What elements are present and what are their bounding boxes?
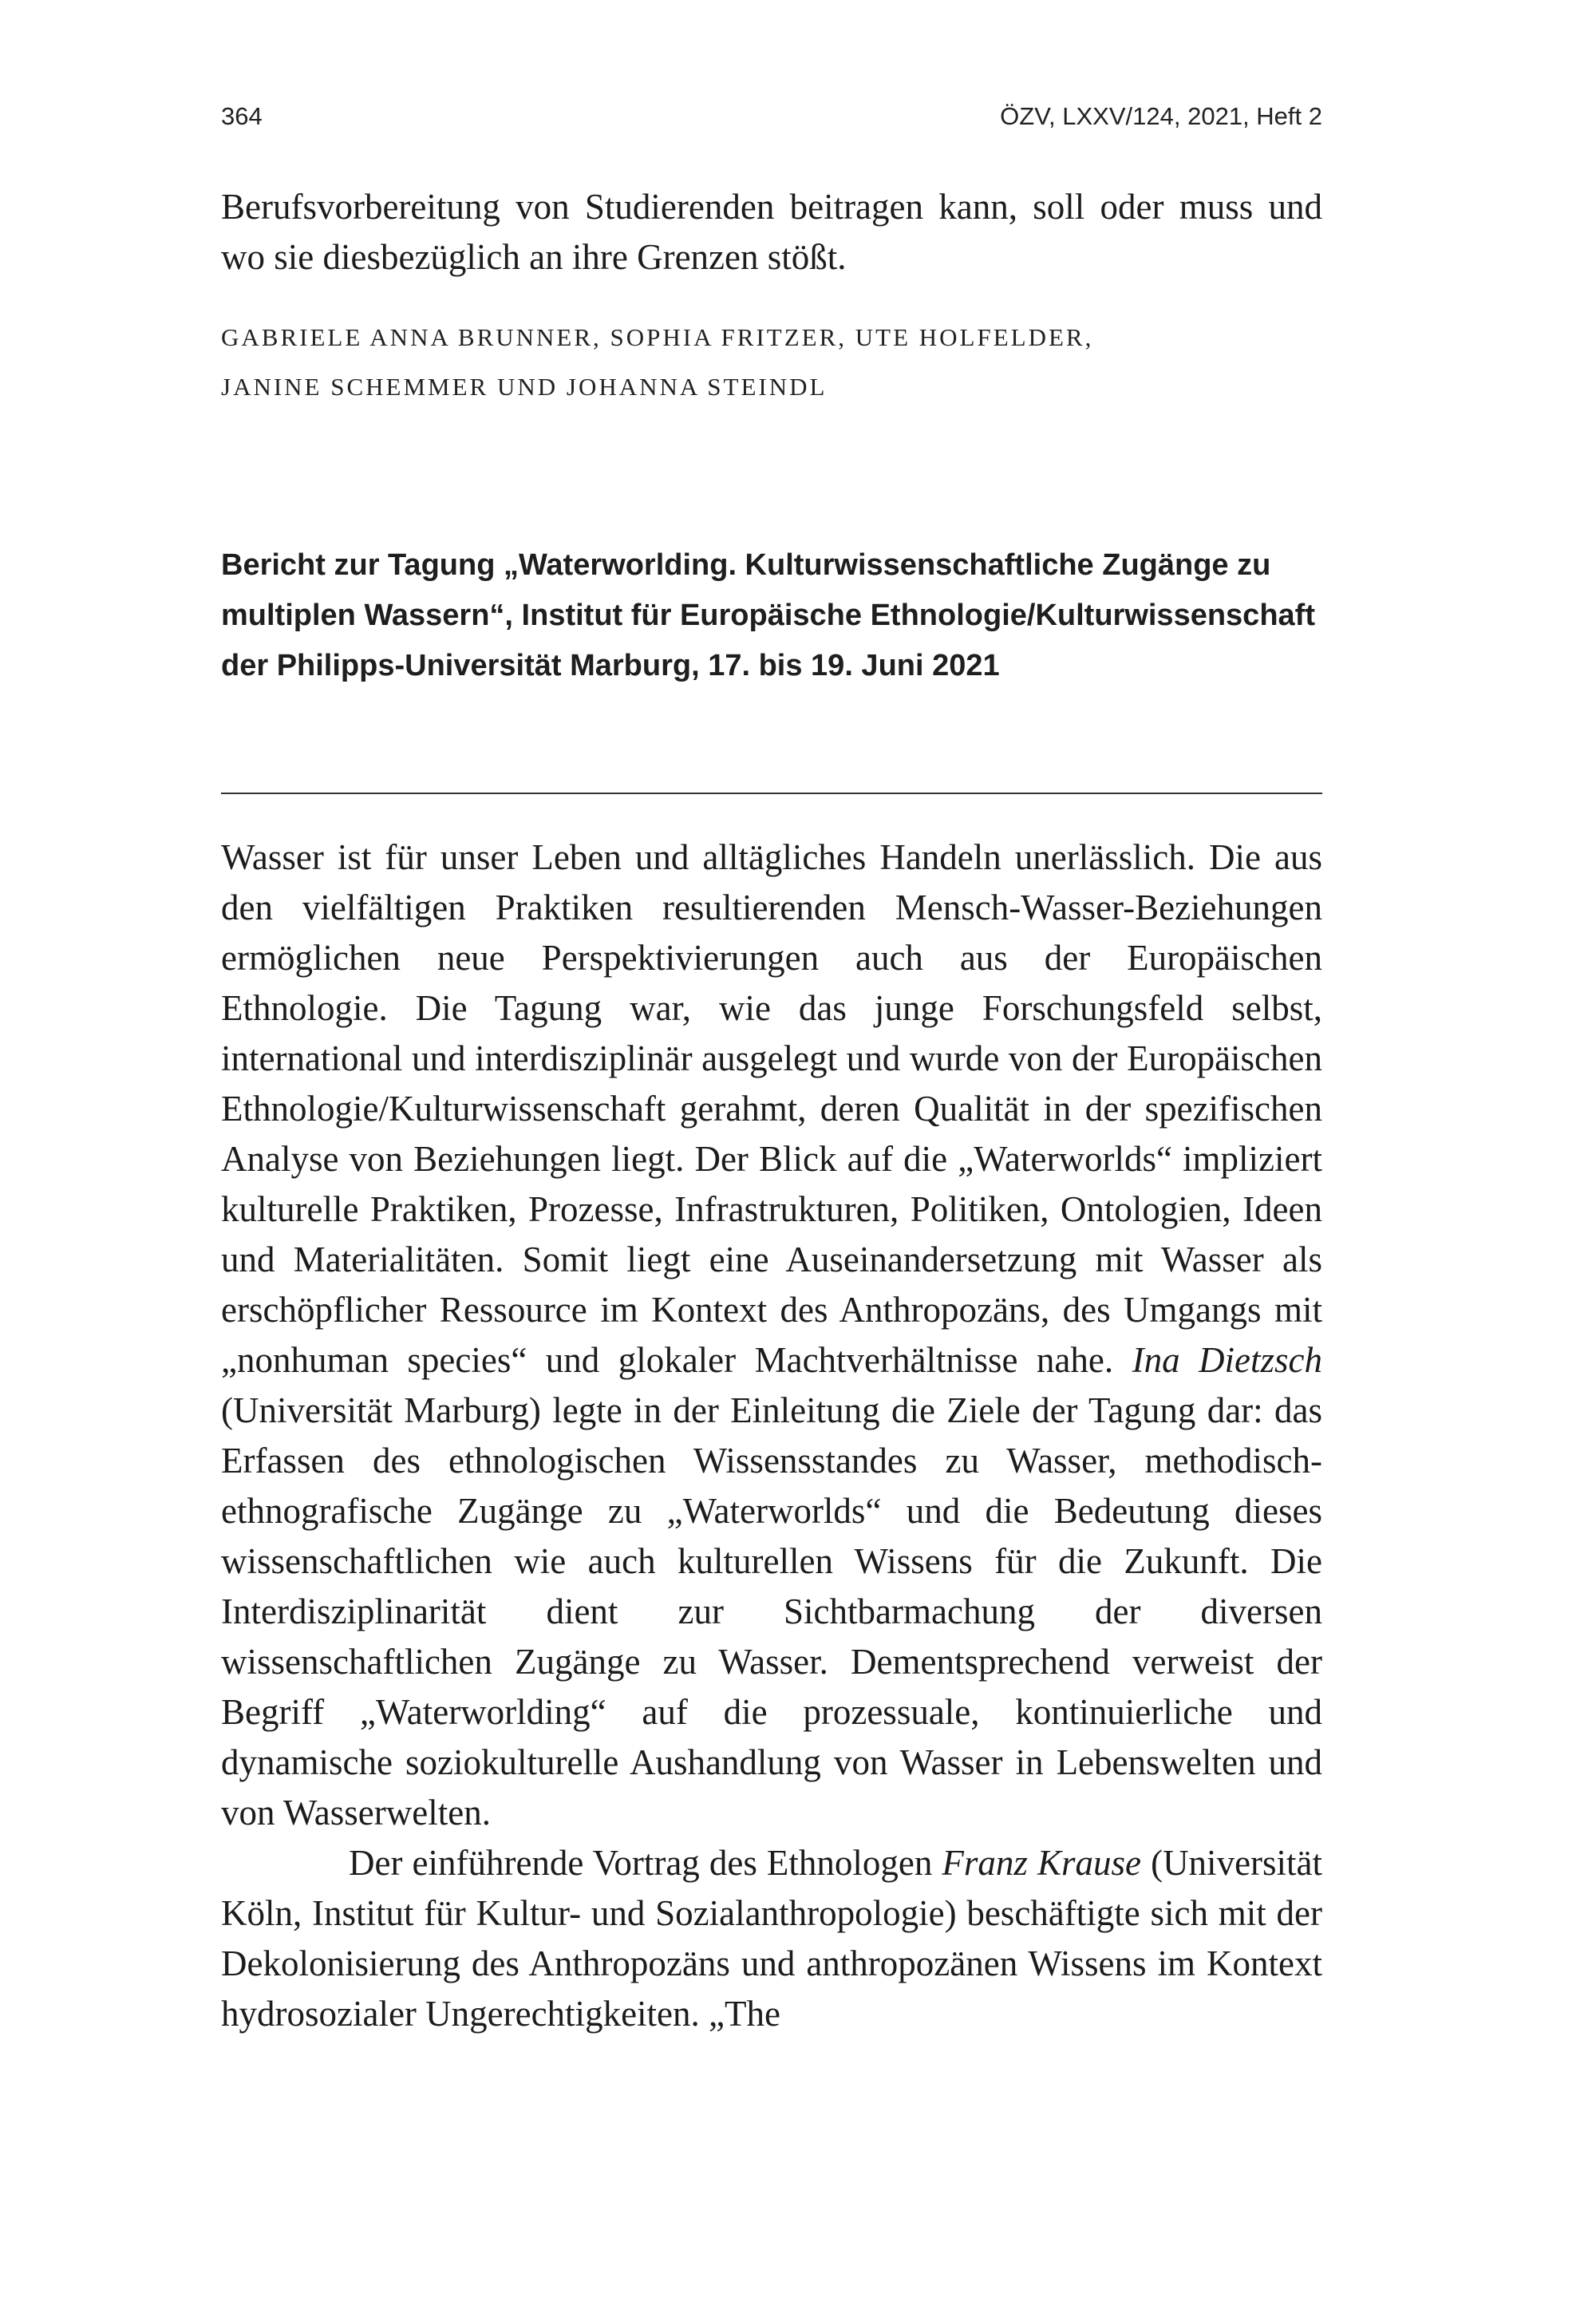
author-line-1: GABRIELE ANNA BRUNNER, SOPHIA FRITZER, UTE HOLFELDER, (221, 323, 1094, 351)
author-line-2: JANINE SCHEMMER UND JOHANNA STEINDL (221, 373, 828, 401)
article-body (221, 832, 1322, 2039)
continuation-paragraph: Berufsvorbereitung von Studierenden beitragen kann, soll oder muss und wo sie diesbezüglich an ihre Grenzen stößt. (221, 187, 1322, 277)
page-number: 364 (221, 102, 263, 130)
body-paragraph-2 (221, 1838, 1322, 2039)
speaker-name-ina-dietzsch: Ina Dietzsch (1132, 1340, 1322, 1380)
speaker-name-franz-krause: Franz Krause (942, 1843, 1142, 1883)
body-paragraph-1 (221, 832, 1322, 1838)
author-list (221, 313, 1322, 412)
running-header (221, 102, 1322, 142)
report-title: Bericht zur Tagung „Waterworlding. Kulturwissenschaftliche Zugänge zu multiplen Wassern“, Institut für Europäische Ethnologie/Kulturwissenschaft der Philipps-Universität Marburg, 17. bis 19. Juni 2021 (221, 548, 1315, 682)
paragraph-2-text-b: (Universität Köln, Institut für Kultur- und Sozialanthropologie) beschäftigte sich mit der Dekolonisierung des Anthropozäns und anthropozänen Wissens im Kontext hydrosozialer Ungerechtigkeiten. „The (221, 1843, 1323, 2034)
title-divider (221, 793, 1322, 794)
previous-article-ending (221, 182, 1322, 283)
paragraph-2-text-a: Der einführende Vortrag des Ethnologen (349, 1843, 933, 1883)
journal-reference: ÖZV, LXXV/124, 2021, Heft 2 (1000, 102, 1322, 130)
paragraph-1-text-b: (Universität Marburg) legte in der Einleitung die Ziele der Tagung dar: das Erfassen des ethnologischen Wissensstandes zu Wasser, methodisch-ethnografische Zugänge zu „Waterworlds“ und die Bedeutung dieses wissenschaftlichen wie auch kulturellen Wissens für die Zukunft. Die Interdisziplinarität dient zur Sichtbarmachung der diversen wissenschaftlichen Zugänge zu Wasser. Dementsprechend verweist der Begriff „Waterworlding“ auf die prozessuale, kontinuierliche und dynamische soziokulturelle Aushandlung von Wasser in Lebenswelten und von Wasserwelten. (221, 1390, 1322, 1833)
paragraph-1-text-a: Wasser ist für unser Leben und alltägliches Handeln unerlässlich. Die aus den vielfältigen Praktiken resultierenden Mensch-Wasser-Beziehungen ermöglichen neue Perspektivierungen auch aus der Europäischen Ethnologie. Die Tagung war, wie das junge Forschungsfeld selbst, international und interdisziplinär ausgelegt und wurde von der Europäischen Ethnologie/Kulturwissenschaft gerahmt, deren Qualität in der spezifischen Analyse von Beziehungen liegt. Der Blick auf die „Waterworlds“ impliziert kulturelle Praktiken, Prozesse, Infrastrukturen, Politiken, Ontologien, Ideen und Materialitäten. Somit liegt eine Auseinandersetzung mit Wasser als erschöpflicher Ressource im Kontext des Anthropozäns, des Umgangs mit „nonhuman species“ und glokaler Machtverhältnisse nahe. (221, 837, 1322, 1380)
